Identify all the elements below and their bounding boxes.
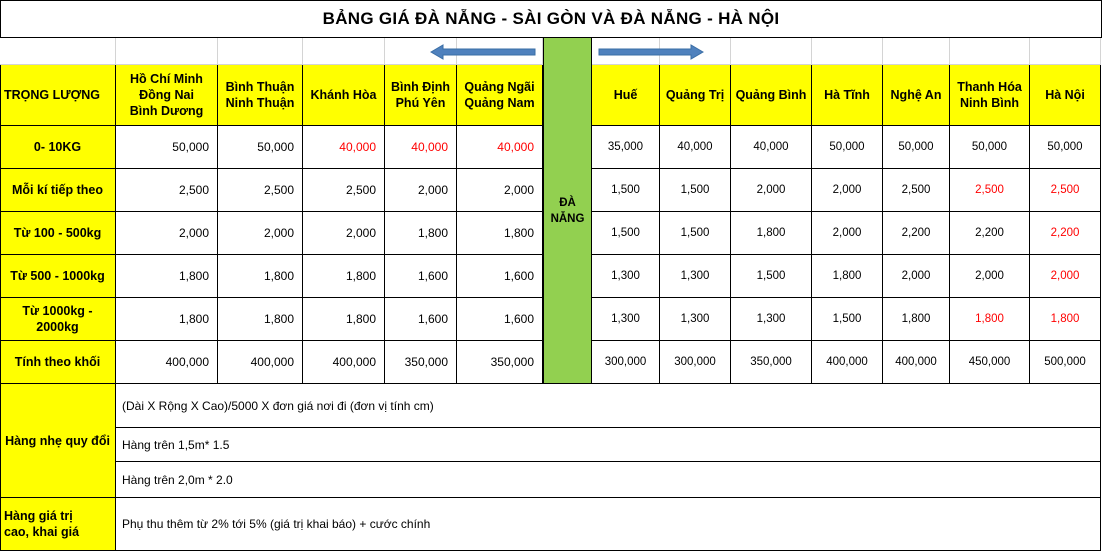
price-cell: 1,500 bbox=[812, 298, 883, 341]
price-cell: 2,500 bbox=[883, 169, 950, 212]
price-cell: 2,000 bbox=[116, 212, 218, 255]
price-cell: 40,000 bbox=[385, 126, 457, 169]
valuable-goods-rule: Phụ thu thêm từ 2% tới 5% (giá trị khai báo) + cước chính bbox=[116, 498, 1101, 551]
header-destination: Quảng Ngãi Quảng Nam bbox=[457, 65, 543, 126]
price-cell: 2,000 bbox=[883, 255, 950, 298]
blank-cell bbox=[731, 38, 812, 65]
price-cell: 1,600 bbox=[385, 255, 457, 298]
price-cell: 400,000 bbox=[116, 341, 218, 384]
blank-cell bbox=[950, 38, 1030, 65]
price-cell: 2,000 bbox=[218, 212, 303, 255]
price-cell: 1,800 bbox=[457, 212, 543, 255]
price-cell: 1,800 bbox=[303, 255, 385, 298]
price-cell: 1,800 bbox=[218, 298, 303, 341]
row-weight-label: Mỗi kí tiếp theo bbox=[0, 169, 116, 212]
light-goods-rule: (Dài X Rộng X Cao)/5000 X đơn giá nơi đi (đơn vị tính cm) bbox=[116, 384, 1101, 428]
price-cell: 40,000 bbox=[303, 126, 385, 169]
price-cell: 1,500 bbox=[592, 169, 660, 212]
price-cell: 2,500 bbox=[303, 169, 385, 212]
row-weight-label: Từ 500 - 1000kg bbox=[0, 255, 116, 298]
price-cell: 1,500 bbox=[731, 255, 812, 298]
header-destination: Quảng Bình bbox=[731, 65, 812, 126]
price-cell: 50,000 bbox=[883, 126, 950, 169]
price-cell: 35,000 bbox=[592, 126, 660, 169]
price-cell: 2,500 bbox=[218, 169, 303, 212]
price-cell: 1,600 bbox=[457, 255, 543, 298]
light-goods-rule: Hàng trên 2,0m * 2.0 bbox=[116, 462, 1101, 498]
price-cell: 2,200 bbox=[1030, 212, 1101, 255]
price-cell: 1,600 bbox=[457, 298, 543, 341]
blank-cell bbox=[0, 38, 116, 65]
row-weight-label: Từ 100 - 500kg bbox=[0, 212, 116, 255]
price-cell: 2,500 bbox=[950, 169, 1030, 212]
price-cell: 1,300 bbox=[660, 298, 731, 341]
price-cell: 350,000 bbox=[385, 341, 457, 384]
header-destination: Hà Nội bbox=[1030, 65, 1101, 126]
blank-cell bbox=[883, 38, 950, 65]
header-destination: Huế bbox=[592, 65, 660, 126]
blank-cell bbox=[218, 38, 303, 65]
price-cell: 300,000 bbox=[660, 341, 731, 384]
blank-cell bbox=[1030, 38, 1101, 65]
price-cell: 350,000 bbox=[457, 341, 543, 384]
price-cell: 40,000 bbox=[457, 126, 543, 169]
blank-cell bbox=[116, 38, 218, 65]
price-cell: 50,000 bbox=[1030, 126, 1101, 169]
price-cell: 40,000 bbox=[660, 126, 731, 169]
price-cell: 400,000 bbox=[218, 341, 303, 384]
price-cell: 300,000 bbox=[592, 341, 660, 384]
price-cell: 1,800 bbox=[303, 298, 385, 341]
price-cell: 2,200 bbox=[883, 212, 950, 255]
price-cell: 2,000 bbox=[1030, 255, 1101, 298]
price-cell: 50,000 bbox=[218, 126, 303, 169]
header-destination: Bình Thuận Ninh Thuận bbox=[218, 65, 303, 126]
price-cell: 2,000 bbox=[303, 212, 385, 255]
header-weight-label: TRỌNG LƯỢNG bbox=[0, 65, 116, 126]
center-label-da-nang: ĐÀ NẴNG bbox=[550, 197, 585, 225]
header-destination: Nghệ An bbox=[883, 65, 950, 126]
price-cell: 2,200 bbox=[950, 212, 1030, 255]
blank-cell bbox=[812, 38, 883, 65]
price-cell: 400,000 bbox=[883, 341, 950, 384]
price-cell: 1,300 bbox=[592, 255, 660, 298]
blank-cell bbox=[303, 38, 385, 65]
page-title: BẢNG GIÁ ĐÀ NẴNG - SÀI GÒN VÀ ĐÀ NẴNG - HÀ NỘI bbox=[0, 0, 1102, 38]
price-cell: 400,000 bbox=[303, 341, 385, 384]
header-destination: Hà Tĩnh bbox=[812, 65, 883, 126]
header-destination: Bình Định Phú Yên bbox=[385, 65, 457, 126]
header-destination: Khánh Hòa bbox=[303, 65, 385, 126]
price-cell: 1,600 bbox=[385, 298, 457, 341]
price-cell: 2,000 bbox=[731, 169, 812, 212]
price-cell: 50,000 bbox=[116, 126, 218, 169]
price-cell: 1,800 bbox=[812, 255, 883, 298]
row-weight-label: 0- 10KG bbox=[0, 126, 116, 169]
price-cell: 2,500 bbox=[116, 169, 218, 212]
arrow-right-icon bbox=[598, 44, 704, 60]
price-cell: 1,300 bbox=[592, 298, 660, 341]
price-cell: 1,300 bbox=[731, 298, 812, 341]
price-cell: 350,000 bbox=[731, 341, 812, 384]
light-goods-rule: Hàng trên 1,5m* 1.5 bbox=[116, 428, 1101, 462]
price-cell: 1,800 bbox=[385, 212, 457, 255]
price-cell: 2,000 bbox=[812, 212, 883, 255]
price-cell: 1,500 bbox=[660, 212, 731, 255]
price-cell: 450,000 bbox=[950, 341, 1030, 384]
row-weight-label: Tính theo khối bbox=[0, 341, 116, 384]
price-cell: 2,000 bbox=[950, 255, 1030, 298]
price-cell: 40,000 bbox=[731, 126, 812, 169]
light-goods-label: Hàng nhẹ quy đổi bbox=[0, 384, 116, 498]
price-cell: 2,500 bbox=[1030, 169, 1101, 212]
arrow-left-icon bbox=[430, 44, 536, 60]
price-cell: 1,800 bbox=[731, 212, 812, 255]
price-cell: 50,000 bbox=[812, 126, 883, 169]
price-cell: 1,800 bbox=[116, 298, 218, 341]
price-cell: 1,800 bbox=[1030, 298, 1101, 341]
header-destination: Quảng Trị bbox=[660, 65, 731, 126]
price-cell: 1,300 bbox=[660, 255, 731, 298]
price-cell: 500,000 bbox=[1030, 341, 1101, 384]
price-cell: 1,800 bbox=[218, 255, 303, 298]
price-cell: 2,000 bbox=[812, 169, 883, 212]
price-cell: 1,800 bbox=[950, 298, 1030, 341]
header-destination: Hồ Chí Minh Đồng Nai Bình Dương bbox=[116, 65, 218, 126]
price-cell: 1,800 bbox=[116, 255, 218, 298]
price-cell: 2,000 bbox=[385, 169, 457, 212]
price-cell: 1,500 bbox=[592, 212, 660, 255]
table-left-border bbox=[0, 65, 1, 551]
price-cell: 1,500 bbox=[660, 169, 731, 212]
price-cell: 50,000 bbox=[950, 126, 1030, 169]
row-weight-label: Từ 1000kg - 2000kg bbox=[0, 298, 116, 341]
valuable-goods-label: Hàng giá trị cao, khai giá bbox=[0, 498, 116, 551]
header-destination: Thanh Hóa Ninh Bình bbox=[950, 65, 1030, 126]
price-cell: 400,000 bbox=[812, 341, 883, 384]
price-cell: 2,000 bbox=[457, 169, 543, 212]
price-cell: 1,800 bbox=[883, 298, 950, 341]
